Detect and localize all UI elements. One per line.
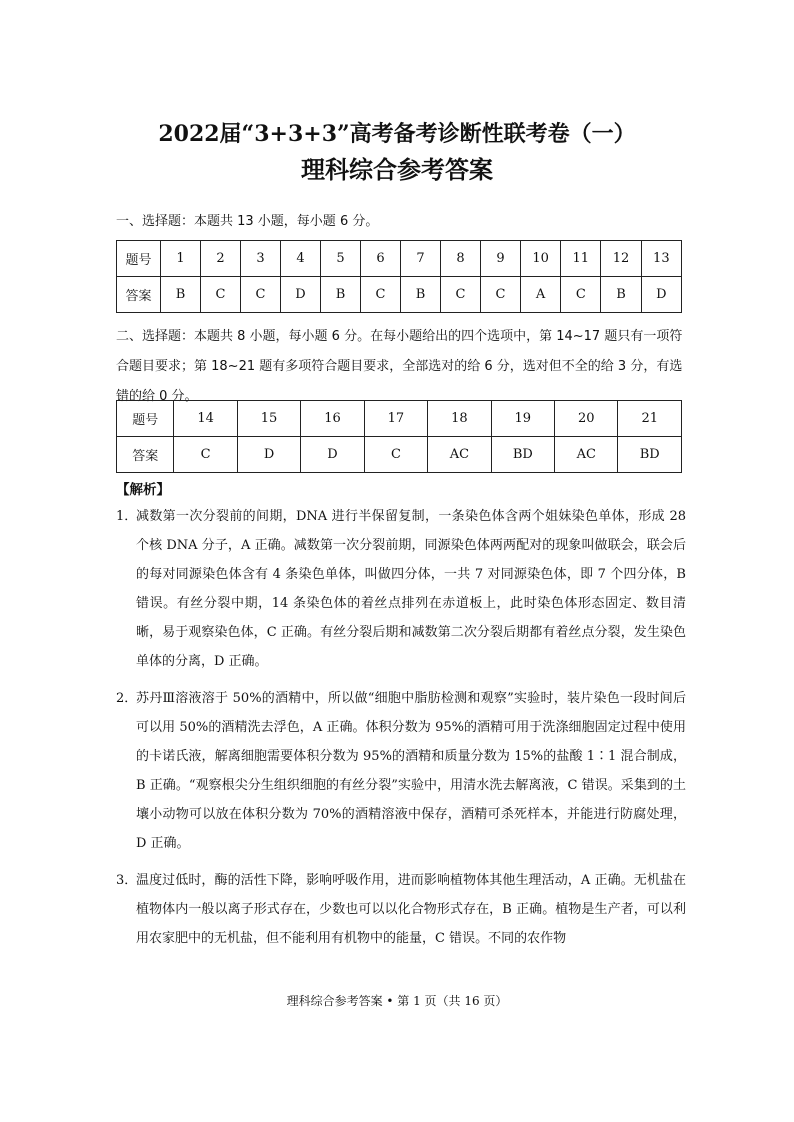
question-number: 12 <box>601 241 641 277</box>
answer-cell: B <box>400 277 440 313</box>
answer-cell: D <box>301 437 364 473</box>
list-item <box>116 502 686 676</box>
row-label-answer: 答案 <box>117 437 174 473</box>
table-row-numbers <box>117 241 682 277</box>
answer-cell: C <box>364 437 427 473</box>
analysis-heading: 【解析】 <box>116 482 170 498</box>
list-item <box>116 866 686 953</box>
row-label-number: 题号 <box>117 401 174 437</box>
question-number: 10 <box>520 241 560 277</box>
answer-cell: AC <box>555 437 618 473</box>
section2-answer-table <box>116 400 682 473</box>
question-number: 14 <box>174 401 237 437</box>
answer-cell: D <box>237 437 300 473</box>
answer-cell: C <box>240 277 280 313</box>
question-number: 3 <box>240 241 280 277</box>
answer-cell: D <box>641 277 681 313</box>
list-item <box>116 684 686 858</box>
answer-cell: B <box>601 277 641 313</box>
question-number: 11 <box>561 241 601 277</box>
item-number: 3． <box>116 873 138 888</box>
answer-cell: D <box>280 277 320 313</box>
item-text: 温度过低时，酶的活性下降，影响呼吸作用，进而影响植物体其他生理活动，A 正确。无机盐在植物体内一般以离子形式存在，少数也可以以化合物形式存在，B 正确。植物是生产者，可以利用农家肥中的无机盐，但不能利用有机物中的能量，C 错误。不同的农作物 <box>136 873 686 946</box>
item-number: 2． <box>116 691 138 706</box>
answer-cell: BD <box>491 437 554 473</box>
section1-answer-table <box>116 240 682 313</box>
page-footer: 理科综合参考答案 • 第 1 页（共 16 页） <box>286 994 508 1008</box>
item-text: 苏丹Ⅲ溶液溶于 50%的酒精中，所以做“细胞中脂肪检测和观察”实验时，装片染色一段时间后可以用 50%的酒精洗去浮色，A 正确。体积分数为 95%的酒精可用于洗涤细胞固定过程中使用的卡诺氏液，解离细胞需要体积分数为 95%的酒精和质量分数为 15%的盐酸 1∶1 混合制成，B 正确。“观察根尖分生组织细胞的有丝分裂”实验中，用清水洗去解离液，C 错误。采集到的土壤小动物可以放在体积分数为 70%的酒精溶液中保存，酒精可杀死样本，并能进行防腐处理，D 正确。 <box>136 691 686 851</box>
answer-cell: C <box>174 437 237 473</box>
question-number: 7 <box>400 241 440 277</box>
question-number: 19 <box>491 401 554 437</box>
question-number: 1 <box>160 241 200 277</box>
section2-heading: 二、选择题：本题共 8 小题，每小题 6 分。在每小题给出的四个选项中，第 14~17 题只有一项符合题目要求；第 18~21 题有多项符合题目要求，全部选对的给 6 分，选对但不全的给 3 分，有选错的给 0 分。 <box>116 329 683 404</box>
question-number: 13 <box>641 241 681 277</box>
answer-cell: AC <box>428 437 491 473</box>
question-number: 2 <box>200 241 240 277</box>
answer-cell: C <box>561 277 601 313</box>
item-number: 1． <box>116 509 138 524</box>
row-label-answer: 答案 <box>117 277 161 313</box>
question-number: 8 <box>440 241 480 277</box>
question-number: 16 <box>301 401 364 437</box>
question-number: 21 <box>618 401 682 437</box>
question-number: 18 <box>428 401 491 437</box>
table-row-answers <box>117 437 682 473</box>
table-row-numbers <box>117 401 682 437</box>
question-number: 4 <box>280 241 320 277</box>
row-label-number: 题号 <box>117 241 161 277</box>
question-number: 6 <box>360 241 400 277</box>
answer-key-title: 理科综合参考答案 <box>301 155 493 184</box>
section1-heading: 一、选择题：本题共 13 小题，每小题 6 分。 <box>116 214 379 229</box>
question-number: 9 <box>480 241 520 277</box>
table-row-answers <box>117 277 682 313</box>
analysis-list <box>116 502 686 961</box>
question-number: 5 <box>320 241 360 277</box>
answer-cell: A <box>520 277 560 313</box>
question-number: 17 <box>364 401 427 437</box>
answer-cell: BD <box>618 437 682 473</box>
answer-cell: C <box>480 277 520 313</box>
item-text: 减数第一次分裂前的间期，DNA 进行半保留复制，一条染色体含两个姐妹染色单体，形成 28 个核 DNA 分子，A 正确。减数第一次分裂前期，同源染色体两两配对的现象叫做联会，联会后的每对同源染色体含有 4 条染色单体，叫做四分体，一共 7 对同源染色体，即 7 个四分体，B 错误。有丝分裂中期，14 条染色体的着丝点排列在赤道板上，此时染色体形态固定、数目清晰，易于观察染色体，C 正确。有丝分裂后期和减数第二次分裂后期都有着丝点分裂，发生染色单体的分离，D 正确。 <box>136 509 686 669</box>
answer-cell: B <box>320 277 360 313</box>
question-number: 15 <box>237 401 300 437</box>
exam-title: 2022届“3+3+3”高考备考诊断性联考卷（一） <box>158 121 636 147</box>
answer-cell: C <box>440 277 480 313</box>
question-number: 20 <box>555 401 618 437</box>
answer-cell: C <box>200 277 240 313</box>
answer-cell: B <box>160 277 200 313</box>
answer-cell: C <box>360 277 400 313</box>
